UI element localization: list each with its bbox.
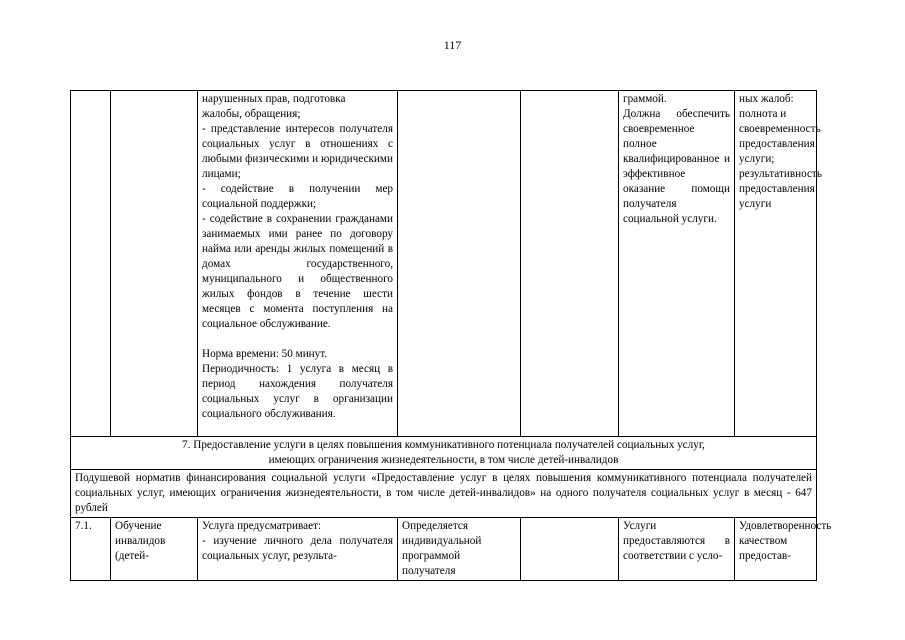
financing-norm-row: [71, 470, 817, 518]
cell-name-empty: [111, 91, 198, 437]
cell-quality-indicators: ных жалоб: полнота и своевременность предоставления услуги; результативность предоставления услуги: [735, 91, 817, 437]
page-number: 117: [443, 38, 462, 52]
financing-norm-text: Подушевой норматив финансирования социальной услуги «Предоставление услуг в целях повышения коммуникативного потенциала получателей социальных услуг, имеющих ограничения жизнедеятельности, в том числе детей-инвалидов» на одного получателя социальных услуг в месяц - 647 рублей: [71, 470, 817, 518]
cell-conditions: граммой. Должна обеспечить своевременное полное квалифицированное и эффективное оказание помощи получателя социальной услуги.: [619, 91, 735, 437]
cell-conditions: Услуги предоставляются в соответствии с усло-: [619, 518, 735, 581]
cell-volume-empty: [398, 91, 521, 437]
cell-service-description: Услуга предусматривает: - изучение личного дела получателя социальных услуг, результа-: [198, 518, 398, 581]
section-title: 7. Предоставление услуги в целях повышения коммуникативного потенциала получателей социальных услуг, имеющих ограничения жизнедеятельности, в том числе детей-инвалидов: [71, 437, 817, 470]
cell-service-description: нарушенных прав, подготовка жалобы, обращения; - представление интересов получателя социальных услуг в отношениях с любыми физическими и юридическими лицами; - содействие в получении мер социальной поддержки; - содействие в сохранении гражданами занимаемых ими ранее по договору найма или аренды жилых помещений в домах государственного, муниципального и общественного жилых фондов в течение шести месяцев с момента поступления на социальное обслуживание. Норма времени: 50 минут. Периодичность: 1 услуга в месяц в период нахождения получателя социальных услуг в организации социального обслуживания.: [198, 91, 398, 437]
cell-service-name: Обучение инвалидов (детей-: [111, 518, 198, 581]
cell-quality-indicators: Удовлетворенность качеством предостав-: [735, 518, 817, 581]
cell-volume: Определяется индивидуальной программой получателя: [398, 518, 521, 581]
table-row-7-1: [71, 518, 817, 581]
cell-number: 7.1.: [71, 518, 111, 581]
cell-period-empty: [521, 518, 619, 581]
cell-number-empty: [71, 91, 111, 437]
table-row-continued: [71, 91, 817, 437]
cell-period-empty: [521, 91, 619, 437]
services-table: [70, 90, 832, 581]
section-heading-row: [71, 437, 817, 470]
